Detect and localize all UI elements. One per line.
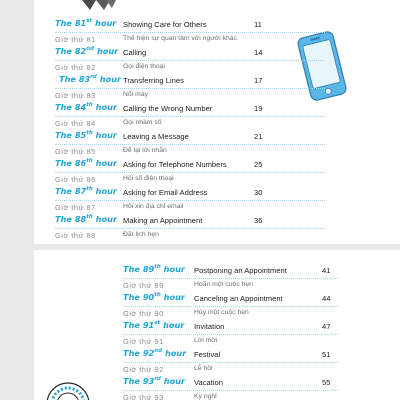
entry-subtitle: Hỏi số điện thoại [123,175,174,182]
page-number: 41 [322,266,331,275]
page-number: 51 [322,350,331,359]
entry-title: Calling the Wrong Number [123,104,213,113]
viet-hour-label: Giờ thứ 85 [55,147,96,156]
hour-label: The 85th hour [55,130,117,140]
entry-title: Invitation [194,322,225,331]
entry-title: Calling [123,48,147,57]
hour-label: The 90th hour [123,292,185,302]
toc-entry[interactable] [123,264,338,292]
page-number: 47 [322,322,331,331]
entry-title: Showing Care for Others [123,20,207,29]
viet-hour-label: Giờ thứ 90 [123,309,164,318]
toc-entry[interactable] [55,102,325,130]
page-number: 36 [254,216,263,225]
dotted-rule [55,144,325,145]
page-number: 17 [254,76,263,85]
viet-hour-label: Giờ thứ 81 [55,35,96,44]
entry-title: Asking for Telephone Numbers [123,160,227,169]
entry-title: Festival [194,350,221,359]
viet-hour-label: Giờ thứ 89 [123,281,164,290]
dotted-rule [123,306,338,307]
page-number: 11 [254,20,262,29]
dotted-rule [55,172,325,173]
entry-subtitle: Gọi điện thoại [123,63,165,70]
toc-entry[interactable] [123,348,338,376]
viet-hour-label: Giờ thứ 83 [55,91,96,100]
hour-label: The 81st hour [55,18,117,28]
entry-subtitle: Hoãn một cuộc hẹn [194,281,253,288]
viet-hour-label: Giờ thứ 87 [55,203,96,212]
hour-label: The 88th hour [55,214,117,224]
mandala-decoration-icon [46,382,90,400]
dotted-rule [55,60,325,61]
toc-entry[interactable] [55,214,325,242]
dotted-rule [55,32,325,33]
viet-hour-label: Giờ thứ 86 [55,175,96,184]
toc-entry[interactable] [55,46,325,74]
toc-entry[interactable] [55,130,325,158]
toc-entry[interactable] [123,292,338,320]
entry-title: Asking for Email Address [123,188,208,197]
page-number: 21 [254,132,263,141]
entry-subtitle: Nối máy [123,91,148,98]
entry-title: Canceling an Appointment [194,294,283,303]
hour-label: The 93rd hour [123,376,186,386]
dotted-rule [123,334,338,335]
dotted-rule [123,390,338,391]
page-number: 55 [322,378,331,387]
hour-label: The 87th hour [55,186,117,196]
hour-label: The 91st hour [123,320,185,330]
entry-subtitle: Lễ hội [194,365,213,372]
entry-subtitle: Gọi nhầm số [123,119,162,126]
hour-label: The 89th hour [123,264,185,274]
viet-hour-label: Giờ thứ 84 [55,119,96,128]
ribbon-decoration-icon [82,0,116,12]
viet-hour-label: Giờ thứ 91 [123,337,164,346]
page-number: 19 [254,104,263,113]
page-number: 30 [254,188,263,197]
entry-title: Transferring Lines [123,76,184,85]
dotted-rule [123,362,338,363]
page-number: 25 [254,160,263,169]
dotted-rule [55,88,325,89]
dotted-rule [55,200,325,201]
viet-hour-label: Giờ thứ 88 [55,231,96,240]
entry-title: Postponing an Appointment [194,266,287,275]
viet-hour-label: Giờ thứ 93 [123,393,164,402]
entry-subtitle: Hỏi xin địa chỉ email [123,203,184,210]
entry-subtitle: Hủy một cuộc hẹn [194,309,249,316]
toc-entry[interactable] [123,320,338,348]
entry-title: Making an Appointment [123,216,203,225]
dotted-rule [55,116,325,117]
toc-entry[interactable] [55,186,325,214]
hour-label: The 92nd hour [123,348,187,358]
page-number: 44 [322,294,331,303]
entry-subtitle: Đặt lịch hẹn [123,231,159,238]
toc-entry[interactable] [55,158,325,186]
viet-hour-label: Giờ thứ 92 [123,365,164,374]
entry-subtitle: Thể hiện sự quan tâm với người khác [123,35,237,42]
hour-label: The 84th hour [55,102,117,112]
dotted-rule [55,228,325,229]
dotted-rule [123,278,338,279]
toc-entry[interactable] [55,18,325,46]
hour-label: The 83rd hour [59,74,122,84]
entry-subtitle: Lời mời [194,337,218,344]
entry-title: Vacation [194,378,223,387]
toc-entry[interactable] [55,74,325,102]
left-margin [0,0,34,400]
entry-subtitle: Để lại lời nhắn [123,147,167,154]
entry-title: Leaving a Message [123,132,189,141]
viet-hour-label: Giờ thứ 82 [55,63,96,72]
hour-label: The 82nd hour [55,46,119,56]
hour-label: The 86th hour [55,158,117,168]
page-number: 14 [254,48,263,57]
entry-subtitle: Kỳ nghỉ [194,393,217,400]
